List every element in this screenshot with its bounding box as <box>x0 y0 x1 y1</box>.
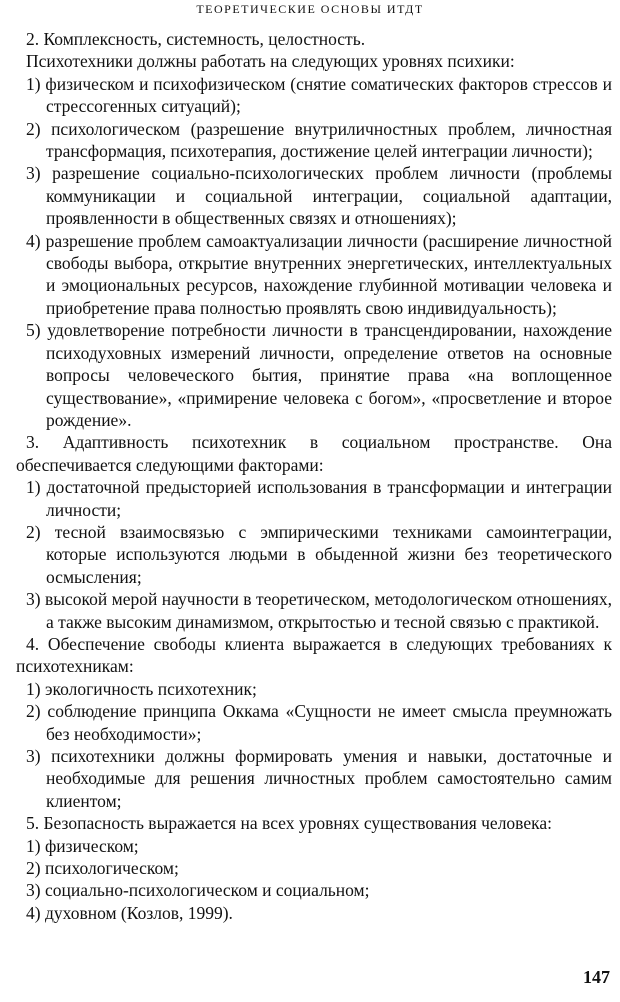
list-item: 3) высокой мерой научности в теоретическом, методологическом отношениях, а также высоким динамизмом, открытостью и тесной связью с практикой. <box>26 589 612 632</box>
list-item: 1) физическом; <box>26 835 139 856</box>
list-item: 4) разрешение проблем самоактуализации личности (расширение личностной свободы выбора, открытие внутренних энергетических, интеллектуальных и эмоциональных ресурсов, нахождение глубинной мотивации человека и приобретение права полностью проявлять свою индивидуальность); <box>26 230 612 318</box>
list-item: 1) достаточной предысторией использования в трансформации и интеграции личности; <box>26 477 612 520</box>
list-item: 2) тесной взаимосвязью с эмпирическими техниками самоинтеграции, которые используются людьми в обыденной жизни без теоретического осмысления; <box>26 521 612 587</box>
list-item: 3) социально-психологическом и социальном; <box>26 880 370 901</box>
page-number: 147 <box>583 967 610 987</box>
list-item: 1) экологичность психотехник; <box>26 678 257 699</box>
paragraph: 4. Обеспечение свободы клиента выражается в следующих требованиях к психотехникам: <box>16 633 612 677</box>
paragraph: 3. Адаптивность психотехник в социальном пространстве. Она обеспечивается следующими факторами: <box>16 432 612 475</box>
list-item: 2) психологическом; <box>26 858 179 879</box>
paragraph: 5. Безопасность выражается на всех уровнях существования человека: <box>26 813 552 834</box>
body-text <box>16 28 612 924</box>
list-item: 2) соблюдение принципа Оккама «Сущности не имеет смысла преумножать без необходимости»; <box>26 701 612 744</box>
running-head: ТЕОРЕТИЧЕСКИЕ ОСНОВЫ ИТДТ <box>196 2 424 16</box>
paragraph: Психотехники должны работать на следующих уровнях психики: <box>26 51 515 72</box>
list-item: 4) духовном (Козлов, 1999). <box>26 902 233 923</box>
paragraph: 2. Комплексность, системность, целостность. <box>26 29 366 49</box>
list-item: 2) психологическом (разрешение внутриличностных проблем, личностная трансформация, психотерапия, достижение целей интеграции личности); <box>26 118 612 162</box>
list-item: 5) удовлетворение потребности личности в трансцендировании, нахождение психодуховных измерений личности, определение ответов на основные вопросы человеческого бытия, принятие права «на воплощенное существование», «примирение человека с богом», «просветление и второе рождение». <box>26 320 612 430</box>
list-item: 3) разрешение социально-психологических проблем личности (проблемы коммуникации и социальной интеграции, социальной адаптации, проявленности в общественных связях и отношениях); <box>26 163 612 229</box>
list-item: 3) психотехники должны формировать умения и навыки, достаточные и необходимые для решения личностных проблем самостоятельно самим клиентом; <box>26 746 612 811</box>
list-item: 1) физическом и психофизическом (снятие соматических факторов стрессов и стрессогенных ситуаций); <box>26 73 612 117</box>
